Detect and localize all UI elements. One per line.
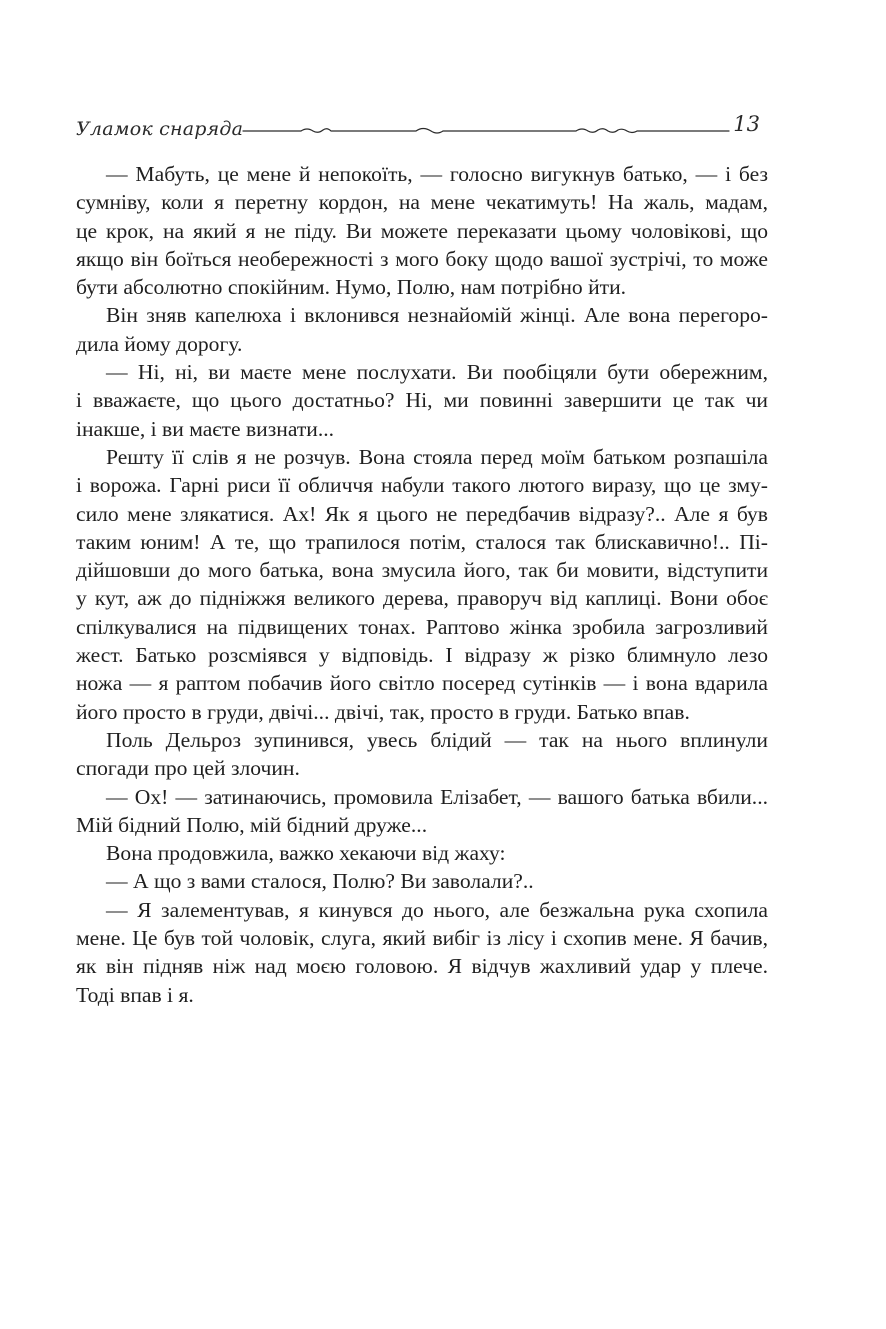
page-number: 13 [733, 112, 760, 136]
paragraph [76, 358, 768, 443]
text-line: сило мене злякатися. Ах! Як я цього не передбачив відразу?.. Але я був [76, 501, 768, 526]
text-line: у кут, аж до підніжжя великого дерева, праворуч від каплиці. Вони обоє [76, 586, 768, 611]
running-header [76, 108, 766, 148]
paragraph [76, 160, 768, 301]
text-line: жест. Батько розсміявся у відповідь. І відразу ж різко блимнуло лезо [76, 643, 768, 668]
text-line: ножа — я раптом побачив його світло посеред сутінків — і вона вдарила [76, 671, 768, 696]
text-line: — Ні, ні, ви маєте мене послухати. Ви пообіцяли бути обережним, [106, 360, 768, 385]
paragraph [76, 783, 768, 840]
text-line: якщо він боїться необережності з мого боку щодо вашої зустрічі, то може [76, 246, 768, 271]
text-line: сумніву, коли я перетну кордон, на мене чекатимуть! На жаль, мадам, [76, 190, 768, 215]
text-line: спілкувалися на підвищених тонах. Раптово жінка зробила загрозливий [76, 614, 768, 639]
text-line: — Ох! — затинаючись, промовила Елізабет, — вашого батька вбили... [106, 784, 768, 809]
text-line: таким юним! А те, що трапилося потім, сталося так блискавично!.. Пі- [76, 529, 768, 554]
text-line: інакше, і ви маєте визнати... [76, 416, 335, 441]
text-line: Вона продовжила, важко хекаючи від жаху: [106, 841, 506, 866]
text-line: Поль Дельроз зупинився, увесь блідий — так на нього вплинули [106, 727, 768, 752]
text-line: це крок, на який я не піду. Ви можете переказати цьому чоловікові, що [76, 218, 768, 243]
ornamental-rule [241, 124, 731, 138]
text-line: Він зняв капелюха і вклонився незнайомій жінці. Але вона перегоро- [106, 303, 768, 328]
paragraph [76, 726, 768, 783]
text-line: мене. Це був той чоловік, слуга, який вибіг із лісу і схопив мене. Я бачив, [76, 926, 768, 951]
text-line: Тоді впав і я. [76, 982, 194, 1007]
paragraph [76, 443, 768, 726]
paragraph [76, 896, 768, 1009]
text-line: як він підняв ніж над моєю головою. Я відчув жахливий удар у плече. [76, 954, 768, 979]
paragraph [76, 867, 768, 895]
text-line: дійшовши до мого батька, вона змусила його, так би мовити, відступити [76, 558, 768, 583]
text-line: — А що з вами сталося, Полю? Ви заволали?.. [106, 869, 534, 894]
text-line: Мій бідний Полю, мій бідний друже... [76, 812, 428, 837]
text-line: Решту її слів я не розчув. Вона стояла перед моїм батьком розпашіла [106, 444, 768, 469]
body-text [76, 160, 768, 1009]
text-line: спогади про цей злочин. [76, 756, 300, 781]
book-title: Уламок снаряда [76, 118, 244, 140]
text-line: — Я залементував, я кинувся до нього, але безжальна рука схопила [106, 897, 768, 922]
text-line: — Мабуть, це мене й непокоїть, — голосно вигукнув батько, — і без [106, 162, 768, 186]
text-line: і вважаєте, що цього достатньо? Ні, ми повинні завершити це так чи [76, 388, 768, 413]
text-line: дила йому дорогу. [76, 331, 243, 356]
paragraph [76, 839, 768, 867]
paragraph [76, 301, 768, 358]
text-line: бути абсолютно спокійним. Нумо, Полю, нам потрібно йти. [76, 275, 627, 300]
text-line: його просто в груди, двічі... двічі, так, просто в груди. Батько впав. [76, 699, 690, 724]
text-line: і ворожа. Гарні риси її обличчя набули такого лютого виразу, що це зму- [76, 473, 768, 498]
